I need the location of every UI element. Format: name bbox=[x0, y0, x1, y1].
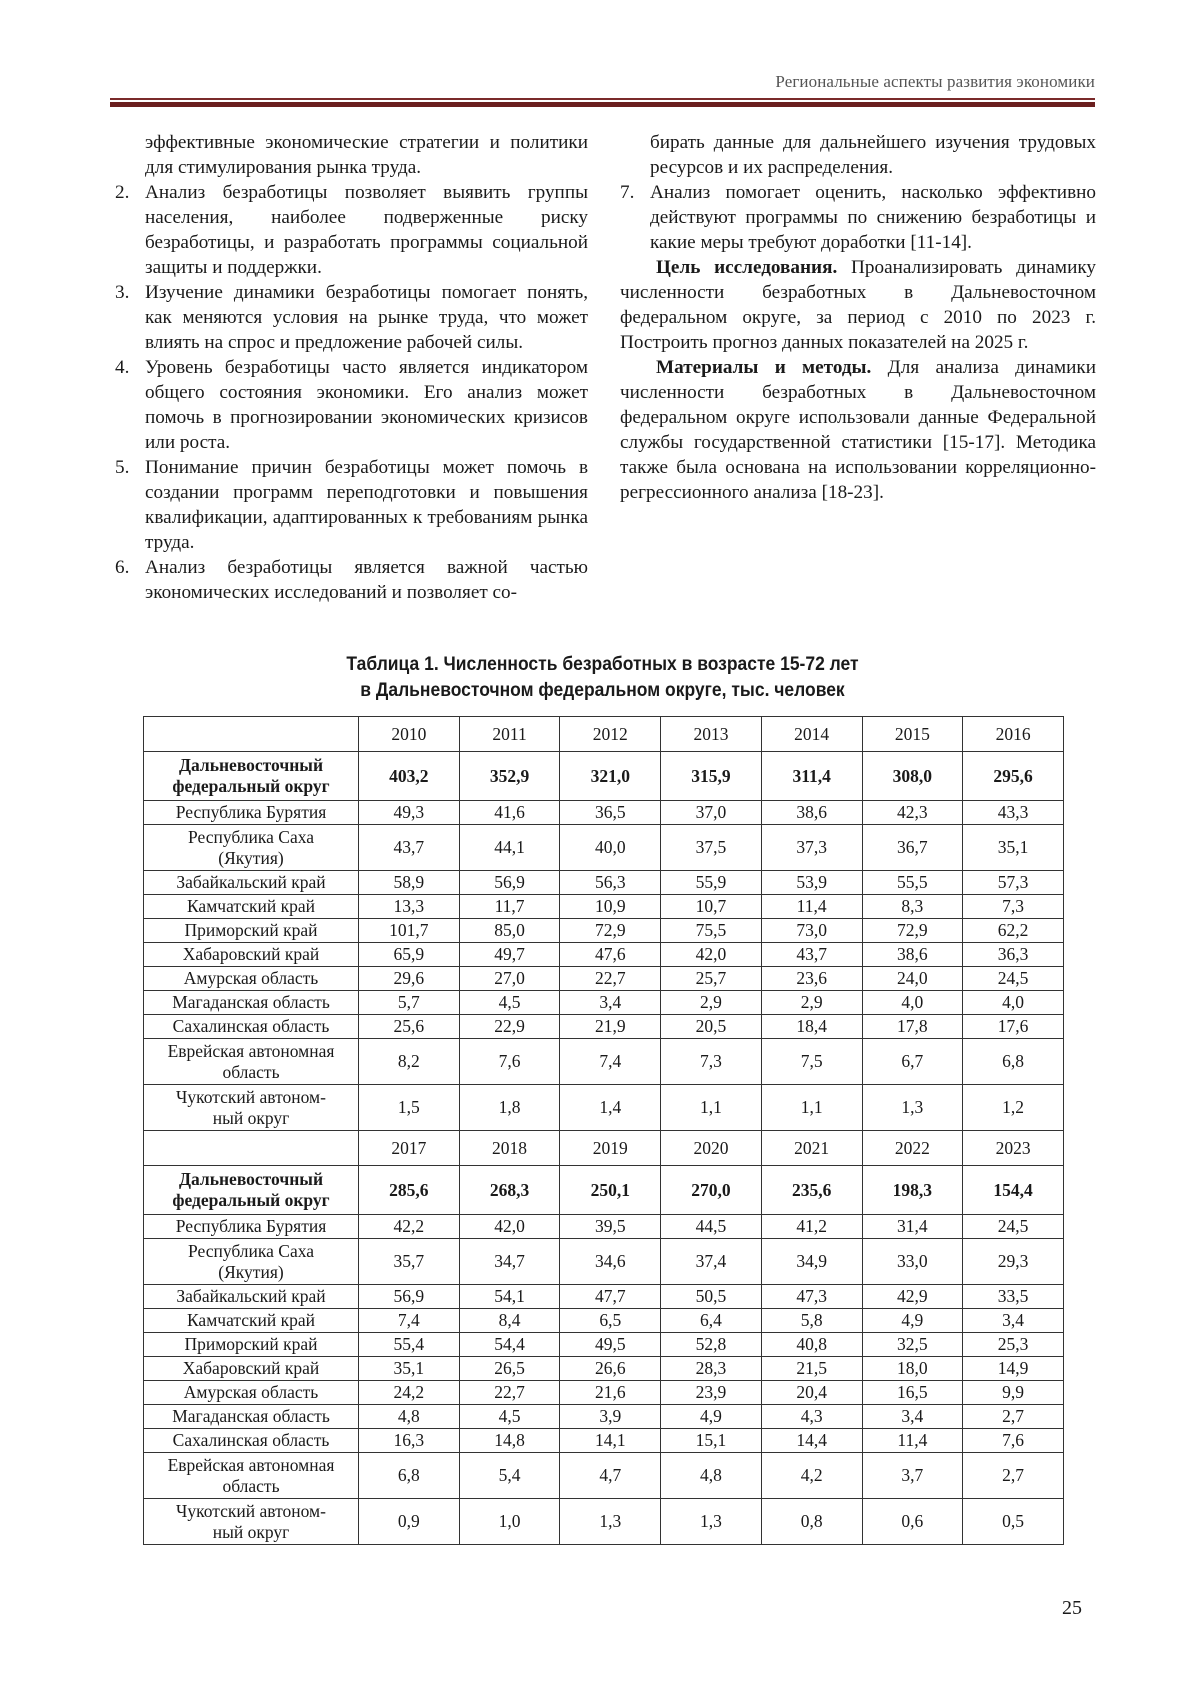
value-cell: 8,3 bbox=[862, 895, 963, 919]
list-continuation: бирать данные для дальнейшего изучения трудовых ресурсов и их распределения. bbox=[650, 132, 1096, 178]
value-cell: 44,1 bbox=[459, 825, 560, 871]
value-cell: 33,0 bbox=[862, 1239, 963, 1285]
table-row bbox=[144, 1309, 1064, 1333]
value-cell: 18,4 bbox=[761, 1015, 862, 1039]
value-cell: 4,9 bbox=[661, 1405, 762, 1429]
region-name-cell: Магаданская область bbox=[144, 1405, 359, 1429]
year-header-cell: 2023 bbox=[963, 1131, 1064, 1166]
value-cell: 49,7 bbox=[459, 943, 560, 967]
region-name-cell bbox=[144, 825, 359, 871]
value-cell: 25,6 bbox=[359, 1015, 460, 1039]
methods-label: Материалы и методы. bbox=[656, 357, 872, 378]
region-name-cell: Республика Бурятия bbox=[144, 1215, 359, 1239]
value-cell: 7,6 bbox=[459, 1039, 560, 1085]
value-cell: 3,4 bbox=[560, 991, 661, 1015]
value-cell: 56,3 bbox=[560, 871, 661, 895]
value-cell: 14,1 bbox=[560, 1429, 661, 1453]
value-cell: 15,1 bbox=[661, 1429, 762, 1453]
value-cell: 11,7 bbox=[459, 895, 560, 919]
value-cell: 37,0 bbox=[661, 801, 762, 825]
value-cell: 6,8 bbox=[359, 1453, 460, 1499]
list-item-number: 5. bbox=[115, 457, 130, 478]
list-item bbox=[115, 180, 588, 280]
value-cell: 35,1 bbox=[359, 1357, 460, 1381]
table-row bbox=[144, 1215, 1064, 1239]
value-cell: 28,3 bbox=[661, 1357, 762, 1381]
value-cell: 42,9 bbox=[862, 1285, 963, 1309]
region-name-cell: Забайкальский край bbox=[144, 871, 359, 895]
value-cell: 3,4 bbox=[963, 1309, 1064, 1333]
value-cell: 55,9 bbox=[661, 871, 762, 895]
year-header-row bbox=[144, 717, 1064, 752]
value-cell: 0,9 bbox=[359, 1499, 460, 1545]
table-row bbox=[144, 1357, 1064, 1381]
table-row bbox=[144, 825, 1064, 871]
table-row bbox=[144, 991, 1064, 1015]
table-row bbox=[144, 1499, 1064, 1545]
value-cell: 18,0 bbox=[862, 1357, 963, 1381]
value-cell: 8,4 bbox=[459, 1309, 560, 1333]
list-item-number: 7. bbox=[620, 182, 635, 203]
region-name-cell bbox=[144, 1453, 359, 1499]
value-cell: 270,0 bbox=[661, 1166, 762, 1215]
value-cell: 101,7 bbox=[359, 919, 460, 943]
value-cell: 321,0 bbox=[560, 752, 661, 801]
value-cell: 4,5 bbox=[459, 1405, 560, 1429]
value-cell: 0,8 bbox=[761, 1499, 862, 1545]
value-cell: 47,3 bbox=[761, 1285, 862, 1309]
value-cell: 24,2 bbox=[359, 1381, 460, 1405]
region-name-cell: Хабаровский край bbox=[144, 1357, 359, 1381]
value-cell: 7,5 bbox=[761, 1039, 862, 1085]
list-item-number: 3. bbox=[115, 282, 130, 303]
value-cell: 3,9 bbox=[560, 1405, 661, 1429]
header-rule-thick bbox=[110, 102, 1095, 107]
value-cell: 20,5 bbox=[661, 1015, 762, 1039]
value-cell: 29,3 bbox=[963, 1239, 1064, 1285]
value-cell: 35,1 bbox=[963, 825, 1064, 871]
table-row bbox=[144, 1285, 1064, 1309]
value-cell: 5,8 bbox=[761, 1309, 862, 1333]
value-cell: 44,5 bbox=[661, 1215, 762, 1239]
year-header-cell: 2015 bbox=[862, 717, 963, 752]
table-row bbox=[144, 1039, 1064, 1085]
region-name-line: Республика Саха bbox=[187, 826, 315, 847]
value-cell: 41,2 bbox=[761, 1215, 862, 1239]
list-item-number: 4. bbox=[115, 357, 130, 378]
region-name-cell: Забайкальский край bbox=[144, 1285, 359, 1309]
value-cell: 4,7 bbox=[560, 1453, 661, 1499]
value-cell: 352,9 bbox=[459, 752, 560, 801]
value-cell: 7,3 bbox=[963, 895, 1064, 919]
value-cell: 14,9 bbox=[963, 1357, 1064, 1381]
value-cell: 55,5 bbox=[862, 871, 963, 895]
table-row bbox=[144, 1015, 1064, 1039]
value-cell: 24,5 bbox=[963, 1215, 1064, 1239]
value-cell: 54,4 bbox=[459, 1333, 560, 1357]
value-cell: 42,0 bbox=[661, 943, 762, 967]
value-cell: 22,7 bbox=[459, 1381, 560, 1405]
value-cell: 38,6 bbox=[862, 943, 963, 967]
table-row bbox=[144, 1429, 1064, 1453]
value-cell: 22,9 bbox=[459, 1015, 560, 1039]
header-blank-cell bbox=[144, 1131, 359, 1166]
region-name-line: (Якутия) bbox=[218, 1261, 284, 1282]
value-cell: 308,0 bbox=[862, 752, 963, 801]
value-cell: 5,7 bbox=[359, 991, 460, 1015]
value-cell: 17,6 bbox=[963, 1015, 1064, 1039]
year-header-cell: 2013 bbox=[661, 717, 762, 752]
region-name-cell bbox=[144, 1499, 359, 1545]
table-row bbox=[144, 801, 1064, 825]
year-header-cell: 2022 bbox=[862, 1131, 963, 1166]
list-item bbox=[115, 455, 588, 555]
value-cell: 315,9 bbox=[661, 752, 762, 801]
running-head-title: Региональные аспекты развития экономики bbox=[775, 72, 1095, 91]
table-row bbox=[144, 1085, 1064, 1131]
value-cell: 4,2 bbox=[761, 1453, 862, 1499]
year-header-cell: 2021 bbox=[761, 1131, 862, 1166]
value-cell: 14,8 bbox=[459, 1429, 560, 1453]
value-cell: 11,4 bbox=[862, 1429, 963, 1453]
goal-text: Проанализировать динамику численности безработных в Дальневосточном федеральном округе, за период с 2010 по 2023 г. Построить прогноз данных показателей на 2025 г. bbox=[620, 257, 1096, 353]
goal-label: Цель исследования. bbox=[656, 257, 838, 278]
list-item-text: Уровень безработицы часто является индикатором общего состояния экономики. Его анализ может помочь в прогнозировании экономических кризисов или роста. bbox=[145, 357, 588, 453]
methods-paragraph bbox=[620, 355, 1096, 505]
value-cell: 85,0 bbox=[459, 919, 560, 943]
region-name-line: Чукотский автоном- bbox=[176, 1500, 326, 1521]
region-name-cell: Сахалинская область bbox=[144, 1015, 359, 1039]
value-cell: 26,5 bbox=[459, 1357, 560, 1381]
region-name-line: Еврейская автономная bbox=[167, 1040, 335, 1061]
value-cell: 7,3 bbox=[661, 1039, 762, 1085]
value-cell: 43,7 bbox=[359, 825, 460, 871]
value-cell: 49,3 bbox=[359, 801, 460, 825]
value-cell: 40,8 bbox=[761, 1333, 862, 1357]
table-row bbox=[144, 1453, 1064, 1499]
region-name-cell: Амурская область bbox=[144, 967, 359, 991]
value-cell: 1,5 bbox=[359, 1085, 460, 1131]
value-cell: 3,4 bbox=[862, 1405, 963, 1429]
value-cell: 1,3 bbox=[560, 1499, 661, 1545]
region-name-cell: Республика Бурятия bbox=[144, 801, 359, 825]
value-cell: 311,4 bbox=[761, 752, 862, 801]
value-cell: 2,7 bbox=[963, 1405, 1064, 1429]
region-name-cell bbox=[144, 1166, 359, 1215]
value-cell: 285,6 bbox=[359, 1166, 460, 1215]
region-name-cell: Камчатский край bbox=[144, 895, 359, 919]
value-cell: 7,4 bbox=[359, 1309, 460, 1333]
header-rule-thin bbox=[110, 98, 1095, 100]
value-cell: 8,2 bbox=[359, 1039, 460, 1085]
value-cell: 21,9 bbox=[560, 1015, 661, 1039]
value-cell: 65,9 bbox=[359, 943, 460, 967]
region-name-cell: Хабаровский край bbox=[144, 943, 359, 967]
region-name-line: область bbox=[222, 1475, 280, 1496]
region-name-line: область bbox=[222, 1061, 280, 1082]
value-cell: 403,2 bbox=[359, 752, 460, 801]
list-item-text: Понимание причин безработицы может помочь в создании программ переподготовки и повышения квалификации, адаптированных к требованиям рынка труда. bbox=[145, 457, 588, 553]
value-cell: 16,3 bbox=[359, 1429, 460, 1453]
value-cell: 38,6 bbox=[761, 801, 862, 825]
list-item-number: 2. bbox=[115, 182, 130, 203]
region-name-line: Чукотский автоном- bbox=[176, 1086, 326, 1107]
unemployment-table bbox=[143, 716, 1064, 1545]
table-row bbox=[144, 1405, 1064, 1429]
value-cell: 36,3 bbox=[963, 943, 1064, 967]
value-cell: 25,7 bbox=[661, 967, 762, 991]
value-cell: 55,4 bbox=[359, 1333, 460, 1357]
goal-paragraph bbox=[620, 255, 1096, 355]
region-name-cell: Магаданская область bbox=[144, 991, 359, 1015]
value-cell: 72,9 bbox=[862, 919, 963, 943]
value-cell: 52,8 bbox=[661, 1333, 762, 1357]
list-item-number: 6. bbox=[115, 557, 130, 578]
year-header-cell: 2012 bbox=[560, 717, 661, 752]
value-cell: 22,7 bbox=[560, 967, 661, 991]
value-cell: 34,9 bbox=[761, 1239, 862, 1285]
left-column bbox=[115, 130, 588, 605]
value-cell: 250,1 bbox=[560, 1166, 661, 1215]
region-name-cell: Приморский край bbox=[144, 919, 359, 943]
value-cell: 24,0 bbox=[862, 967, 963, 991]
value-cell: 58,9 bbox=[359, 871, 460, 895]
value-cell: 75,5 bbox=[661, 919, 762, 943]
value-cell: 4,9 bbox=[862, 1309, 963, 1333]
value-cell: 2,9 bbox=[661, 991, 762, 1015]
value-cell: 35,7 bbox=[359, 1239, 460, 1285]
table-body bbox=[144, 717, 1064, 1545]
list-item bbox=[115, 355, 588, 455]
value-cell: 49,5 bbox=[560, 1333, 661, 1357]
value-cell: 41,6 bbox=[459, 801, 560, 825]
year-header-cell: 2010 bbox=[359, 717, 460, 752]
value-cell: 6,8 bbox=[963, 1039, 1064, 1085]
value-cell: 1,2 bbox=[963, 1085, 1064, 1131]
value-cell: 21,6 bbox=[560, 1381, 661, 1405]
value-cell: 0,5 bbox=[963, 1499, 1064, 1545]
table-row bbox=[144, 967, 1064, 991]
value-cell: 47,6 bbox=[560, 943, 661, 967]
value-cell: 13,3 bbox=[359, 895, 460, 919]
value-cell: 34,6 bbox=[560, 1239, 661, 1285]
list-item bbox=[115, 280, 588, 355]
list-item-text: Изучение динамики безработицы помогает понять, как меняются условия на рынке труда, что может влиять на спрос и предложение рабочей силы. bbox=[145, 282, 588, 353]
page-number: 25 bbox=[1062, 1597, 1082, 1619]
year-header-cell: 2011 bbox=[459, 717, 560, 752]
value-cell: 27,0 bbox=[459, 967, 560, 991]
value-cell: 1,8 bbox=[459, 1085, 560, 1131]
value-cell: 23,6 bbox=[761, 967, 862, 991]
value-cell: 6,5 bbox=[560, 1309, 661, 1333]
value-cell: 198,3 bbox=[862, 1166, 963, 1215]
value-cell: 29,6 bbox=[359, 967, 460, 991]
region-name-line: ный округ bbox=[212, 1521, 290, 1542]
value-cell: 23,9 bbox=[661, 1381, 762, 1405]
value-cell: 4,0 bbox=[862, 991, 963, 1015]
table-caption-line-2: в Дальневосточном федеральном округе, тыс. человек bbox=[360, 680, 845, 701]
value-cell: 268,3 bbox=[459, 1166, 560, 1215]
region-name-line: Дальневосточный bbox=[178, 755, 324, 775]
value-cell: 10,9 bbox=[560, 895, 661, 919]
table-row bbox=[144, 919, 1064, 943]
value-cell: 56,9 bbox=[459, 871, 560, 895]
value-cell: 2,9 bbox=[761, 991, 862, 1015]
value-cell: 1,1 bbox=[761, 1085, 862, 1131]
value-cell: 37,5 bbox=[661, 825, 762, 871]
region-name-cell: Сахалинская область bbox=[144, 1429, 359, 1453]
table-caption-line-1: Таблица 1. Численность безработных в возрасте 15-72 лет bbox=[346, 654, 859, 675]
table-row bbox=[144, 1381, 1064, 1405]
value-cell: 4,3 bbox=[761, 1405, 862, 1429]
table-total-row bbox=[144, 752, 1064, 801]
value-cell: 20,4 bbox=[761, 1381, 862, 1405]
region-name-line: федеральный округ bbox=[172, 1190, 330, 1210]
header-blank-cell bbox=[144, 717, 359, 752]
value-cell: 47,7 bbox=[560, 1285, 661, 1309]
region-name-cell bbox=[144, 752, 359, 801]
value-cell: 40,0 bbox=[560, 825, 661, 871]
value-cell: 4,0 bbox=[963, 991, 1064, 1015]
value-cell: 62,2 bbox=[963, 919, 1064, 943]
year-header-cell: 2020 bbox=[661, 1131, 762, 1166]
table-row bbox=[144, 895, 1064, 919]
list-item-text: Анализ безработицы позволяет выявить группы населения, наиболее подверженные риску безработицы, и разработать программы социальной защиты и поддержки. bbox=[145, 182, 588, 278]
list-item bbox=[620, 180, 1096, 255]
region-name-cell: Камчатский край bbox=[144, 1309, 359, 1333]
header-rule bbox=[110, 98, 1095, 107]
value-cell: 54,1 bbox=[459, 1285, 560, 1309]
value-cell: 42,0 bbox=[459, 1215, 560, 1239]
value-cell: 3,7 bbox=[862, 1453, 963, 1499]
value-cell: 11,4 bbox=[761, 895, 862, 919]
value-cell: 7,6 bbox=[963, 1429, 1064, 1453]
region-name-line: Дальневосточный bbox=[178, 1169, 324, 1189]
year-header-cell: 2019 bbox=[560, 1131, 661, 1166]
value-cell: 31,4 bbox=[862, 1215, 963, 1239]
value-cell: 53,9 bbox=[761, 871, 862, 895]
value-cell: 14,4 bbox=[761, 1429, 862, 1453]
region-name-cell: Приморский край bbox=[144, 1333, 359, 1357]
year-header-row bbox=[144, 1131, 1064, 1166]
methods-text: Для анализа динамики численности безработных в Дальневосточном федеральном округе использовали данные Федеральной службы государственной статистики [15-17]. Методика также была основана на использовании корреляционно-регрессионного анализа [18-23]. bbox=[620, 357, 1096, 503]
value-cell: 24,5 bbox=[963, 967, 1064, 991]
list-continuation: эффективные экономические стратегии и политики для стимулирования рынка труда. bbox=[145, 132, 588, 178]
value-cell: 16,5 bbox=[862, 1381, 963, 1405]
table-row bbox=[144, 1333, 1064, 1357]
value-cell: 25,3 bbox=[963, 1333, 1064, 1357]
value-cell: 1,0 bbox=[459, 1499, 560, 1545]
region-name-cell: Амурская область bbox=[144, 1381, 359, 1405]
value-cell: 43,7 bbox=[761, 943, 862, 967]
value-cell: 1,3 bbox=[862, 1085, 963, 1131]
value-cell: 39,5 bbox=[560, 1215, 661, 1239]
value-cell: 36,7 bbox=[862, 825, 963, 871]
year-header-cell: 2018 bbox=[459, 1131, 560, 1166]
region-name-line: ный округ bbox=[212, 1107, 290, 1128]
value-cell: 5,4 bbox=[459, 1453, 560, 1499]
year-header-cell: 2014 bbox=[761, 717, 862, 752]
value-cell: 42,2 bbox=[359, 1215, 460, 1239]
value-cell: 43,3 bbox=[963, 801, 1064, 825]
value-cell: 10,7 bbox=[661, 895, 762, 919]
year-header-cell: 2017 bbox=[359, 1131, 460, 1166]
value-cell: 34,7 bbox=[459, 1239, 560, 1285]
value-cell: 154,4 bbox=[963, 1166, 1064, 1215]
value-cell: 295,6 bbox=[963, 752, 1064, 801]
value-cell: 4,8 bbox=[359, 1405, 460, 1429]
value-cell: 37,3 bbox=[761, 825, 862, 871]
table-total-row bbox=[144, 1166, 1064, 1215]
region-name-cell bbox=[144, 1039, 359, 1085]
list-item-text: Анализ помогает оценить, насколько эффективно действуют программы по снижению безработицы и какие меры требуют доработки [11-14]. bbox=[650, 182, 1096, 253]
table-row bbox=[144, 943, 1064, 967]
value-cell: 235,6 bbox=[761, 1166, 862, 1215]
value-cell: 26,6 bbox=[560, 1357, 661, 1381]
right-column bbox=[620, 130, 1096, 505]
value-cell: 4,8 bbox=[661, 1453, 762, 1499]
value-cell: 42,3 bbox=[862, 801, 963, 825]
region-name-line: Республика Саха bbox=[187, 1240, 315, 1261]
value-cell: 56,9 bbox=[359, 1285, 460, 1309]
value-cell: 0,6 bbox=[862, 1499, 963, 1545]
table-row bbox=[144, 871, 1064, 895]
table-caption bbox=[177, 652, 1028, 704]
value-cell: 9,9 bbox=[963, 1381, 1064, 1405]
value-cell: 1,1 bbox=[661, 1085, 762, 1131]
region-name-cell bbox=[144, 1239, 359, 1285]
value-cell: 17,8 bbox=[862, 1015, 963, 1039]
value-cell: 36,5 bbox=[560, 801, 661, 825]
value-cell: 57,3 bbox=[963, 871, 1064, 895]
value-cell: 33,5 bbox=[963, 1285, 1064, 1309]
value-cell: 1,4 bbox=[560, 1085, 661, 1131]
list-item bbox=[115, 555, 588, 605]
value-cell: 7,4 bbox=[560, 1039, 661, 1085]
year-header-cell: 2016 bbox=[963, 717, 1064, 752]
table-row bbox=[144, 1239, 1064, 1285]
region-name-cell bbox=[144, 1085, 359, 1131]
region-name-line: федеральный округ bbox=[172, 776, 330, 796]
value-cell: 2,7 bbox=[963, 1453, 1064, 1499]
value-cell: 50,5 bbox=[661, 1285, 762, 1309]
list-item-text: Анализ безработицы является важной частью экономических исследований и позволяет со- bbox=[145, 557, 588, 603]
region-name-line: (Якутия) bbox=[218, 847, 284, 868]
value-cell: 6,7 bbox=[862, 1039, 963, 1085]
region-name-line: Еврейская автономная bbox=[167, 1454, 335, 1475]
value-cell: 32,5 bbox=[862, 1333, 963, 1357]
value-cell: 4,5 bbox=[459, 991, 560, 1015]
value-cell: 37,4 bbox=[661, 1239, 762, 1285]
value-cell: 6,4 bbox=[661, 1309, 762, 1333]
value-cell: 21,5 bbox=[761, 1357, 862, 1381]
value-cell: 72,9 bbox=[560, 919, 661, 943]
value-cell: 1,3 bbox=[661, 1499, 762, 1545]
value-cell: 73,0 bbox=[761, 919, 862, 943]
